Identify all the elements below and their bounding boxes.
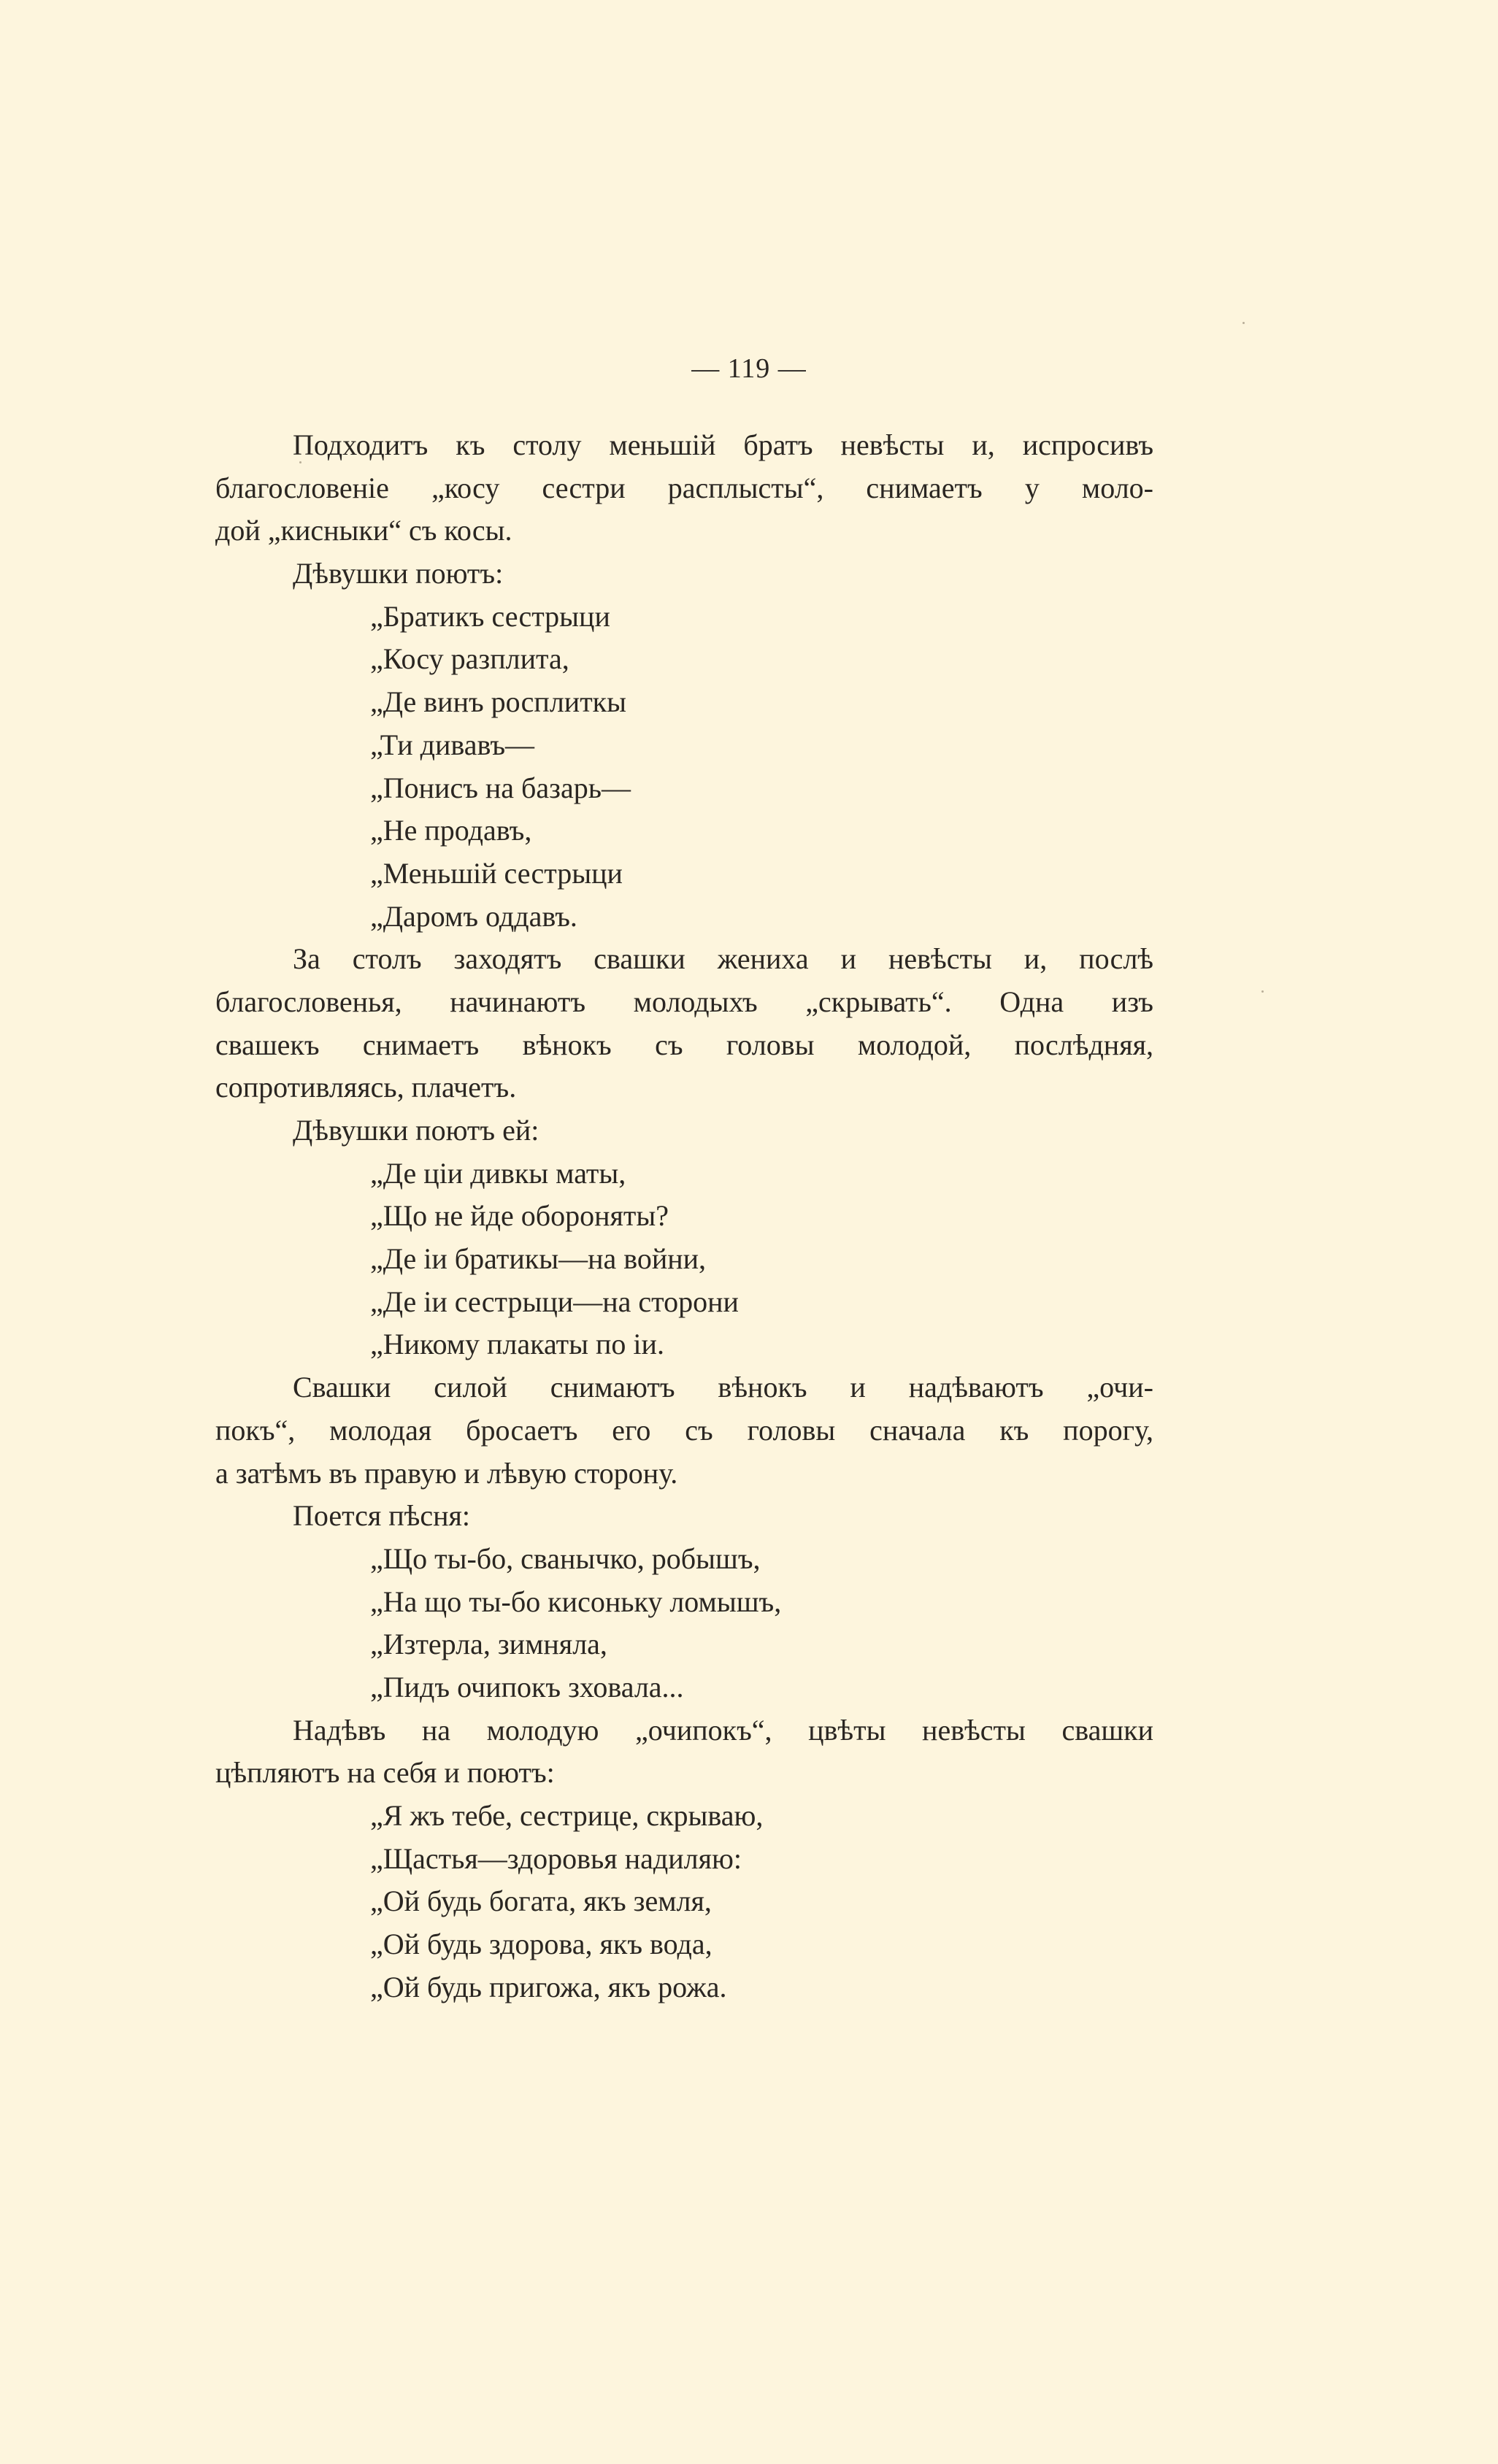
- verse-line: „Ти дивавъ—: [370, 728, 535, 761]
- verse-line: „На що ты-бо кисоньку ломышъ,: [370, 1585, 782, 1618]
- verse-line: „Косу разплита,: [370, 642, 569, 676]
- text-line: Подходитъ къ столу меньшій братъ невѣсты и, испросивъ: [293, 428, 1153, 461]
- verse-line: „Меньшій сестрыци: [370, 856, 623, 890]
- page-text: [215, 424, 1153, 2009]
- text-line: Свашки силой снимаютъ вѣнокъ и надѣваютъ „очи-: [293, 1371, 1153, 1404]
- verse-line: „Де іи сестрыци—на сторони: [370, 1285, 739, 1318]
- paper-speck: [1242, 322, 1245, 324]
- verse-line: „Изтерла, зимняла,: [370, 1628, 607, 1661]
- text-line: благословенья, начинаютъ молодыхъ „скрывать“. Одна изъ: [215, 985, 1153, 1018]
- verse-line: „Що не йде обороняты?: [370, 1199, 669, 1233]
- text-line: свашекъ снимаетъ вѣнокъ съ головы молодой, послѣдняя,: [215, 1028, 1153, 1061]
- text-line: Надѣвъ на молодую „очипокъ“, цвѣты невѣсты свашки: [293, 1713, 1153, 1747]
- text-line: За столъ заходятъ свашки жениха и невѣсты и, послѣ: [293, 942, 1153, 976]
- paper-speck: [299, 461, 301, 463]
- text-line: покъ“, молодая бросаетъ его съ головы сначала къ порогу,: [215, 1413, 1153, 1447]
- verse-line: „Ой будь богата, якъ земля,: [370, 1884, 712, 1918]
- verse-line: „Даромъ оддавъ.: [370, 899, 577, 933]
- page-number: — 119 —: [691, 353, 807, 384]
- text-line: благословеніе „косу сестри расплысты“, снимаетъ у моло-: [215, 471, 1153, 504]
- text-line: Поется пѣсня:: [293, 1499, 471, 1533]
- text-line: а затѣмъ въ правую и лѣвую сторону.: [215, 1456, 678, 1490]
- verse-line: „Понисъ на базарь—: [370, 771, 631, 804]
- verse-line: „Що ты-бо, сванычко, робышъ,: [370, 1541, 761, 1575]
- verse-line: „Не продавъ,: [370, 814, 532, 847]
- verse-line: „Братикъ сестрыци: [370, 599, 610, 633]
- text-line: цѣпляютъ на себя и поютъ:: [215, 1756, 555, 1790]
- verse-line: „Ой будь здорова, якъ вода,: [370, 1928, 712, 1961]
- verse-line: „Щастья—здоровья надиляю:: [370, 1841, 742, 1875]
- verse-line: „Я жъ тебе, сестрице, скрываю,: [370, 1799, 764, 1832]
- text-line: сопротивляясь, плачетъ.: [215, 1071, 517, 1104]
- verse-line: „Ой будь пригожа, якъ рожа.: [370, 1970, 727, 2003]
- verse-line: „Де винъ росплиткы: [370, 685, 626, 719]
- text-line: Дѣвушки поютъ:: [293, 557, 504, 590]
- verse-line: „Пидъ очипокъ зховала...: [370, 1670, 684, 1703]
- verse-line: „Де іи братикы—на войни,: [370, 1242, 707, 1276]
- verse-line: „Никому плакаты по іи.: [370, 1328, 664, 1361]
- text-line: Дѣвушки поютъ ей:: [293, 1114, 539, 1147]
- verse-line: „Де ціи дивкы маты,: [370, 1156, 626, 1190]
- paper-speck: [1261, 990, 1264, 993]
- text-line: дой „кисныки“ съ косы.: [215, 514, 512, 547]
